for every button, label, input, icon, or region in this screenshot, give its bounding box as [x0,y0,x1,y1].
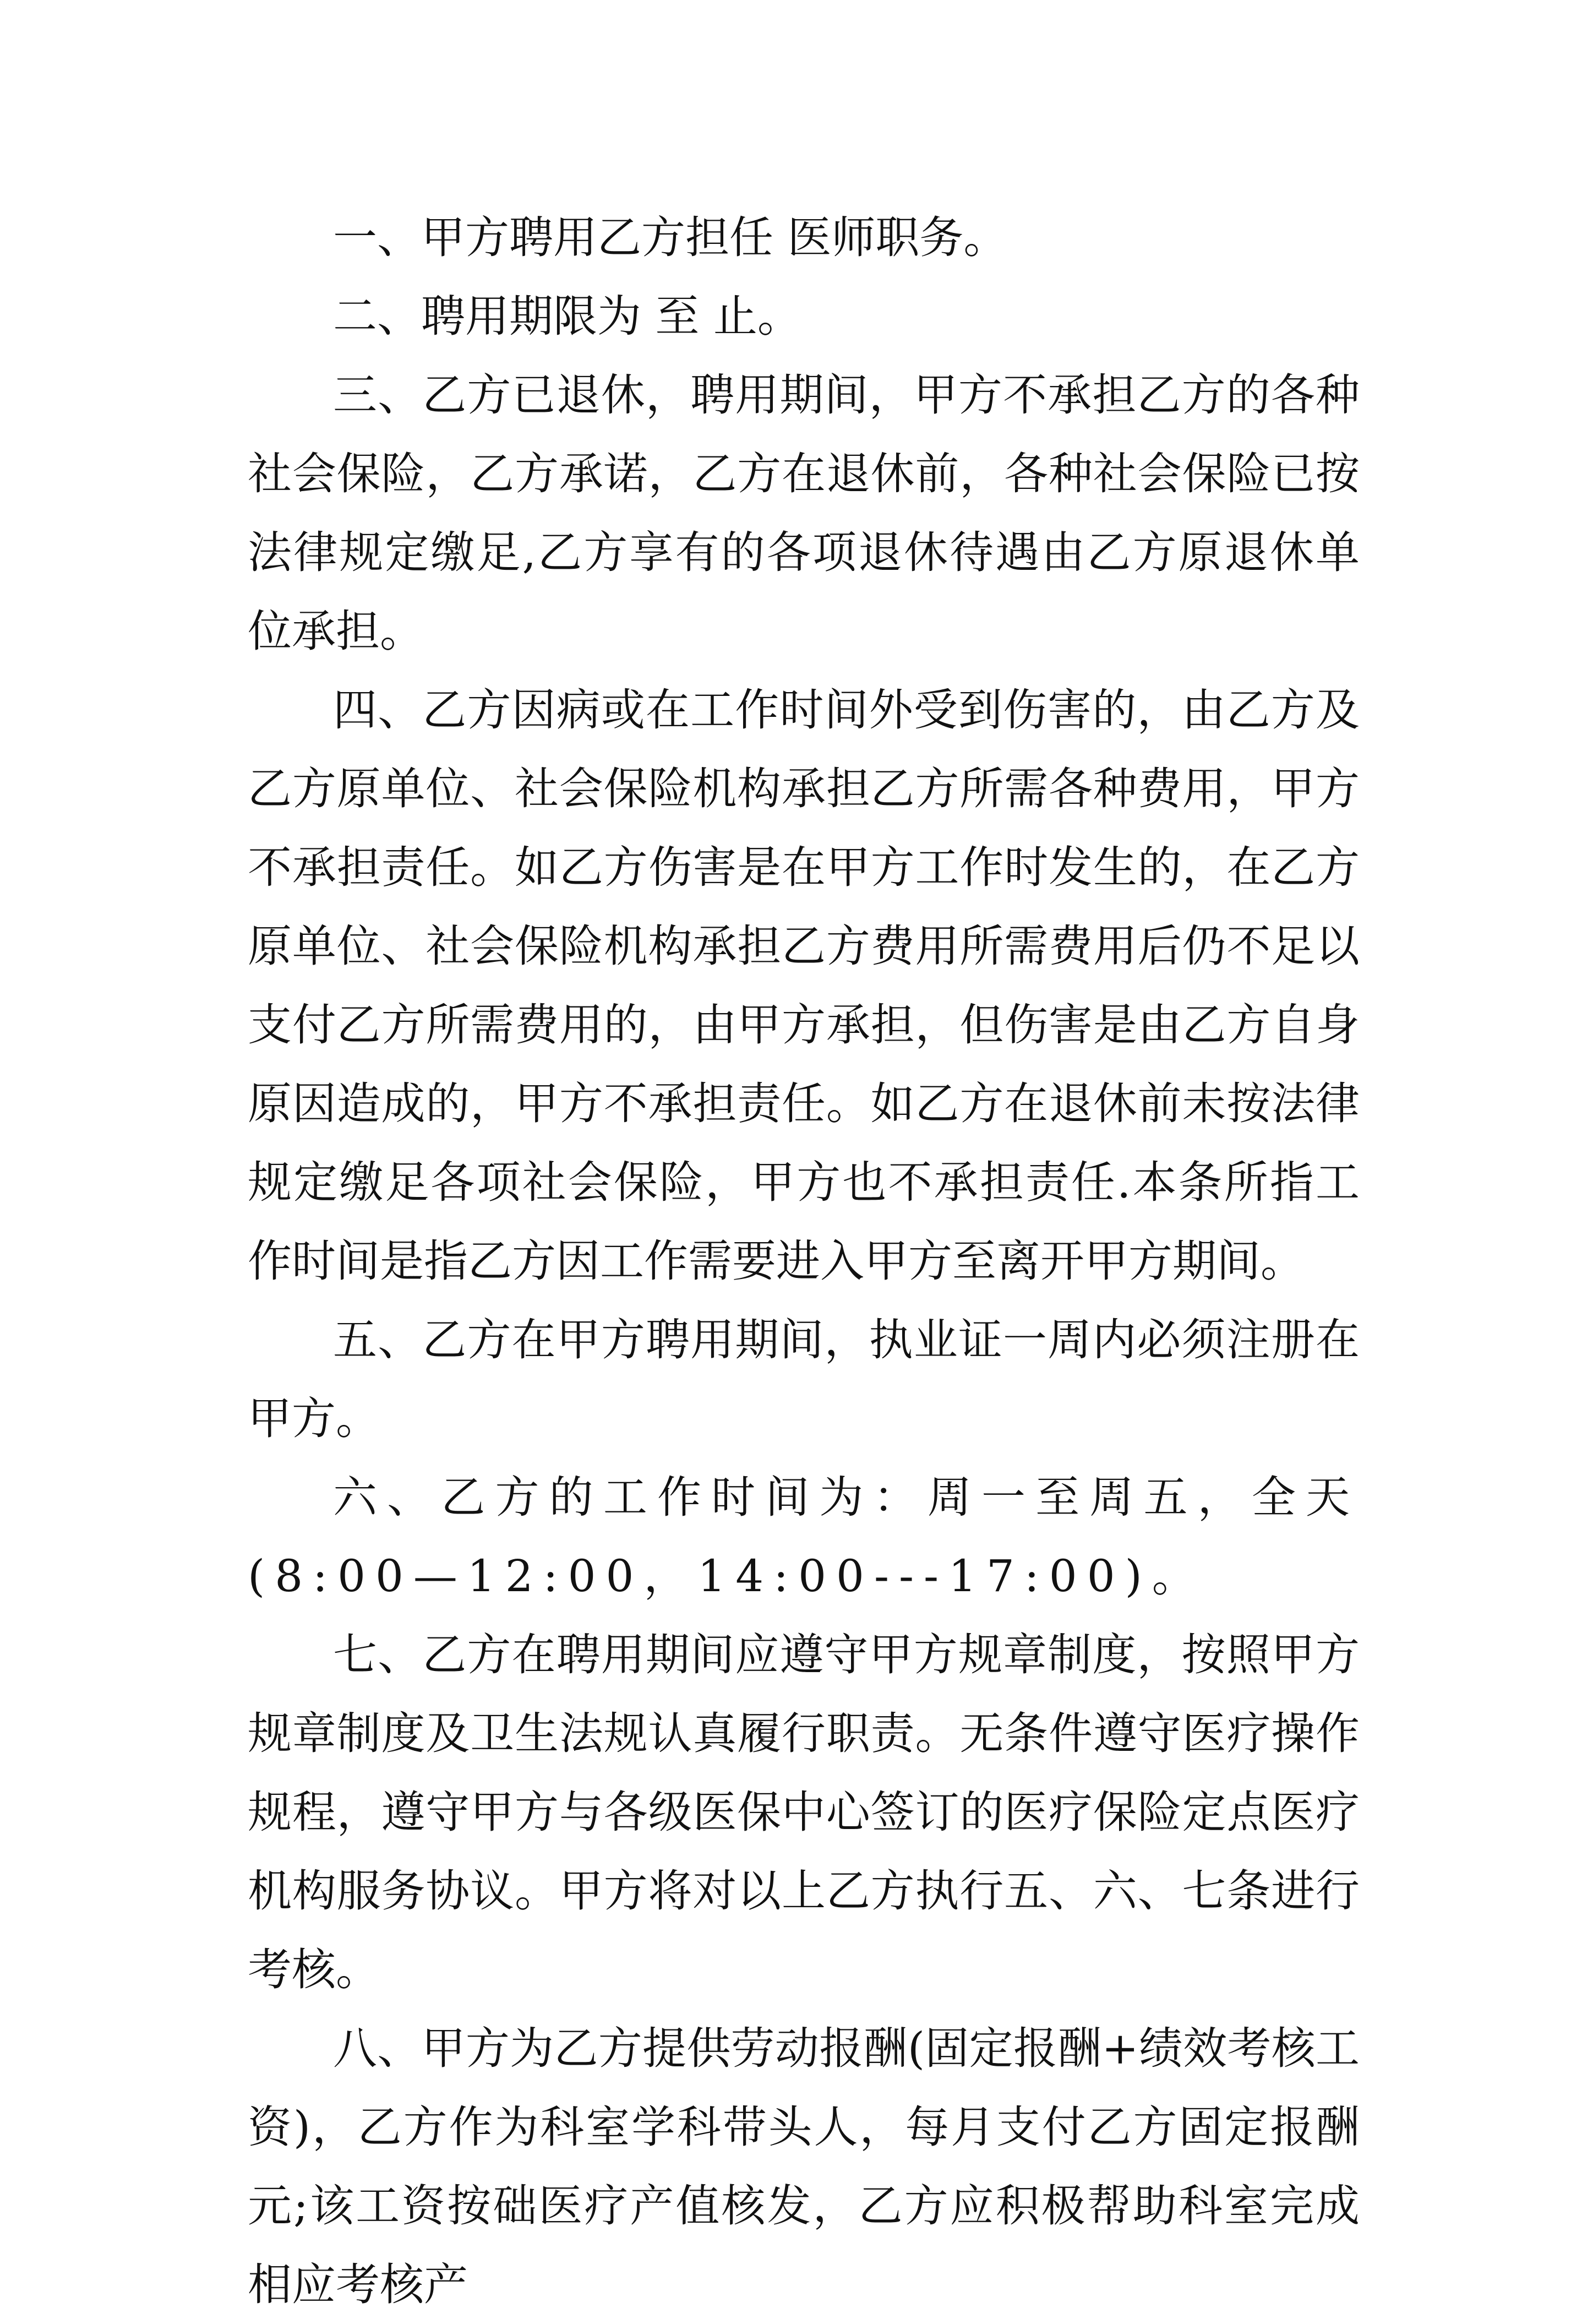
clause-4: 四、乙方因病或在工作时间外受到伤害的，由乙方及乙方原单位、社会保险机构承担乙方所需各种费用，甲方不承担责任。如乙方伤害是在甲方工作时发生的，在乙方原单位、社会保险机构承担乙方费用所需费用后仍不足以支付乙方所需费用的，由甲方承担，但伤害是由乙方自身原因造成的，甲方不承担责任。如乙方在退休前未按法律规定缴足各项社会保险，甲方也不承担责任.本条所指工作时间是指乙方因工作需要进入甲方至离开甲方期间。 [248,684,1360,1287]
clause-8: 八、甲方为乙方提供劳动报酬(固定报酬+绩效考核工资)，乙方作为科室学科带头人，每月支付乙方固定报酬元;该工资按础医疗产值核发，乙方应积极帮助科室完成相应考核产 [248,2023,1360,2310]
clause-7: 七、乙方在聘用期间应遵守甲方规章制度，按照甲方规章制度及卫生法规认真履行职责。无条件遵守医疗操作规程，遵守甲方与各级医保中心签订的医疗保险定点医疗机构服务协议。甲方将对以上乙方执行五、六、七条进行考核。 [248,1629,1360,1995]
clause-3: 三、乙方已退休，聘用期间，甲方不承担乙方的各种社会保险，乙方承诺，乙方在退休前，各种社会保险已按法律规定缴足,乙方享有的各项退休待遇由乙方原退休单位承担。 [248,369,1360,657]
clause-5: 五、乙方在甲方聘用期间，执业证一周内必须注册在甲方。 [248,1314,1360,1444]
clause-1: 一、甲方聘用乙方担任 医师职务。 [333,212,1008,263]
clause-6: 六、乙方的工作时间为：周一至周五，全天(8:00—12:00，14:00---17:00)。 [248,1472,1360,1602]
document-body [248,198,1360,2324]
clause-2: 二、聘用期限为 至 止。 [333,291,801,342]
